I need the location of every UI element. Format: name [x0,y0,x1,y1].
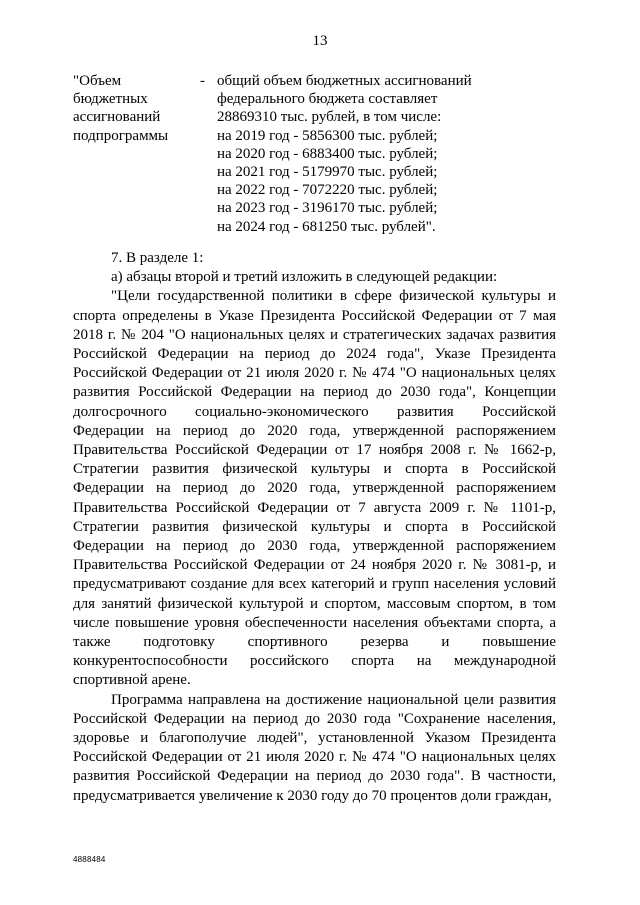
budget-values [217,72,577,236]
budget-value-line: федерального бюджета составляет [217,91,438,108]
budget-value-line: на 2019 год - 5856300 тыс. рублей; [217,127,438,144]
document-id: 4888484 [73,855,106,864]
body-text [73,249,556,806]
budget-label-line: "Объем [73,73,122,89]
budget-value-line: 28869310 тыс. рублей, в том числе: [217,109,442,126]
budget-value-line: на 2023 год - 3196170 тыс. рублей; [217,200,438,217]
budget-label-line: ассигнований [73,109,161,126]
budget-value-line: общий объем бюджетных ассигнований [217,73,472,89]
budget-value-line: на 2024 год - 681250 тыс. рублей". [217,218,436,235]
paragraph-goals: "Цели государственной политики в сфере физической культуры и спорта определены в Указе Президента Российской Федерации от 7 мая 2018 г. № 204 "О национальных целях и стратегических задачах развития Российской Федерации на период до 2024 года", Указе Президента Российской Федерации от 21 июля 2020 г. № 474 "О национальных целях развития Российской Федерации на период до 2030 года", Концепции долгосрочного социально-экономического развития Российской Федерации на период до 2020 года, утвержденной распоряжением Правительства Российской Федерации от 17 ноября 2008 г. № 1662-р, Стратегии развития физической культуры и спорта в Российской Федерации на период до 2020 года, утвержденной распоряжением Правительства Российской Федерации от 7 августа 2009 г. № 1101-р, Стратегии развития физической культуры и спорта в Российской Федерации на период до 2030 года, утвержденной распоряжением Правительства Российской Федерации от 24 ноября 2020 г. № 3081-р, и предусматривают создание для всех категорий и групп населения условий для занятий физической культурой и спортом, массовым спортом, в том числе повышение уровня обеспеченности населения объектами спорта, а также подготовку спортивного резерва и повышение конкурентоспособности российского спорта на международной спортивной арене. [73,288,556,689]
budget-value-line: на 2020 год - 6883400 тыс. рублей; [217,145,438,162]
budget-value-line: на 2021 год - 5179970 тыс. рублей; [217,164,438,181]
paragraph-program: Программа направлена на достижение национальной цели развития Российской Федерации на период до 2030 года "Сохранение населения, здоровье и благополучие людей", установленной Указом Президента Российской Федерации от 21 июля 2020 г. № 474 "О национальных целях развития Российской Федерации на период до 2030 года". В частности, предусматривается увеличение к 2030 году до 70 процентов доли граждан, [73,691,556,804]
section-subitem: а) абзацы второй и третий изложить в следующей редакции: [111,269,498,286]
budget-value-line: на 2022 год - 7072220 тыс. рублей; [217,182,438,199]
budget-label [73,72,198,145]
section-heading: 7. В разделе 1: [111,250,204,266]
budget-dash: - [200,73,205,89]
budget-label-line: бюджетных [73,91,148,108]
budget-label-line: подпрограммы [73,127,169,144]
page-number: 13 [312,33,328,49]
